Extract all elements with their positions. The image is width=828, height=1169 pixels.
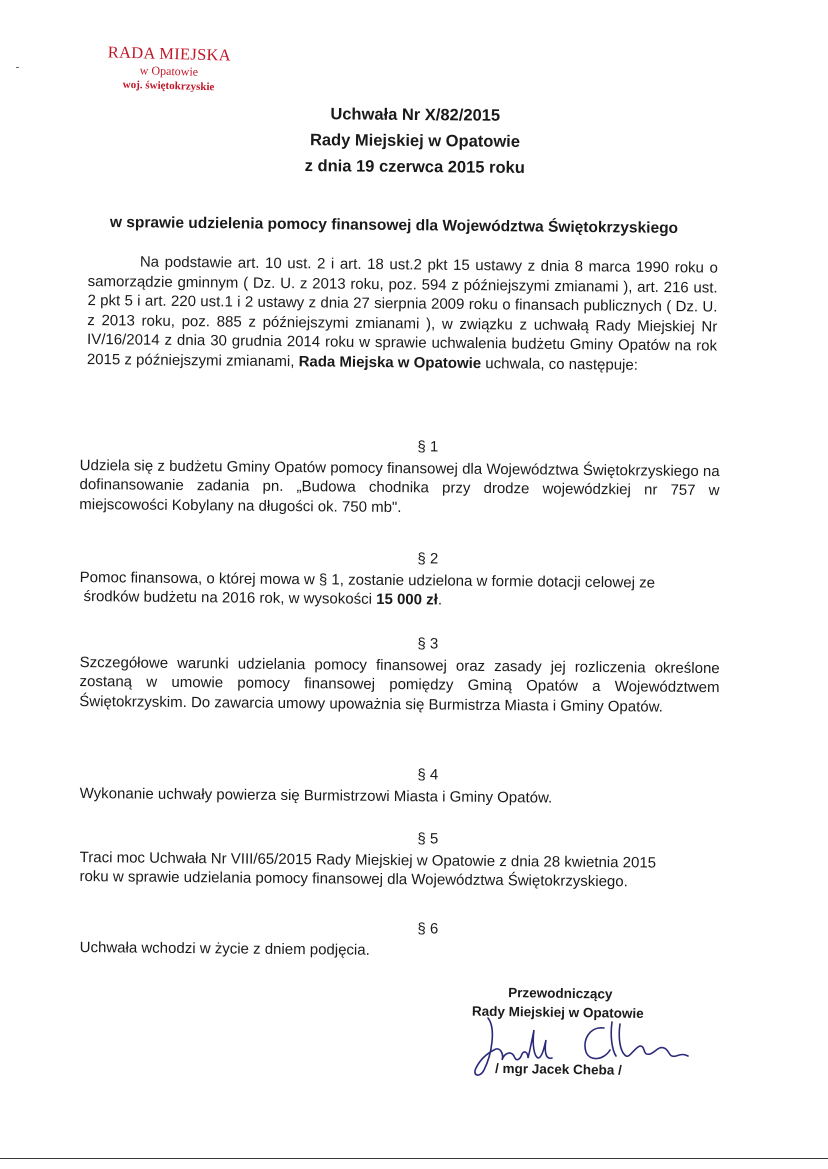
paragraph-text-line-1: Traci moc Uchwała Nr VIII/65/2015 Rady Miejskiej w Opatowie z dnia 28 kwietnia 2015 [79,848,657,872]
handwritten-signature [470,1010,690,1082]
paragraph-text-line-1: Pomoc finansowa, o której mowa w § 1, zostanie udzielona w formie dotacji celowej ze [79,568,656,592]
paragraph-end: . [437,591,443,609]
paragraph-6 [80,916,720,963]
preamble-bold: Rada Miejska w Opatowie [298,352,482,372]
paragraph-text-line-2: roku w sprawie udzielania pomocy finansowej dla Województwa Świętokrzyskiego. [79,867,628,891]
paragraph-3 [79,631,720,717]
page-edge [0,1158,828,1159]
paragraph-text: Udziela się z budżetu Gminy Opatów pomocy finansowej dla Województwa Świętokrzyskiego na dofinansowanie zadania pn. „Budowa chodnika przy drodze wojewódzkiej nr 757 w miejscowości Kobylany na długości ok. 750 mb". [79,456,720,516]
paragraph-text: Uchwała wchodzi w życie z dniem podjęcia. [79,938,370,959]
signatory-name: / mgr Jacek Cheba / [494,1060,622,1078]
title-line-1: Uchwała Nr X/82/2015 [330,105,501,125]
paragraph-text: Szczegółowe warunki udzielania pomocy finansowej oraz zasady jej rozliczenia określone zostaną w umowie pomocy finansowej pomiędzy Gminą Opatów a Województwem Świętokrzyskim. Do zawarcia umowy upoważnia się Burmistrza Miasta i Gminy Opatów. [79,653,720,716]
scan-mark [16,67,19,68]
preamble [87,252,718,376]
paragraph-number: § 3 [417,635,439,653]
signatory-role: Przewodniczący [508,985,613,1002]
resolution-subject: w sprawie udzielenia pomocy finansowej dla Województwa Świętokrzyskiego [109,214,679,237]
paragraph-2 [79,546,720,613]
stamp-line-3: woj. świętokrzyskie [122,78,215,94]
paragraph-text: Wykonanie uchwały powierza się Burmistrzowi Miasta i Gminy Opatów. [79,784,553,807]
paragraph-number: § 5 [417,830,439,848]
paragraph-4 [80,762,720,809]
stamp-line-1: RADA MIEJSKA [107,42,232,65]
paragraph-number: § 1 [417,438,439,456]
paragraph-text-line-2-main: środków budżetu na 2016 rok, w wysokości [83,588,373,608]
title-line-3: z dnia 19 czerwca 2015 roku [304,157,525,177]
council-stamp [93,42,244,96]
paragraph-number: § 2 [417,550,439,568]
paragraph-1 [79,434,720,520]
paragraph-5 [79,826,720,893]
stamp-line-2: w Opatowie [139,63,199,79]
paragraph-number: § 6 [417,920,439,938]
title-line-2: Rady Miejskiej w Opatowie [309,131,521,151]
signatory-body: Rady Miejskiej w Opatowie [471,1003,644,1022]
document-title [210,100,621,182]
paragraph-number: § 4 [417,766,439,784]
preamble-tail: uchwala, co następuje: [485,354,639,374]
preamble-block [87,252,718,376]
aid-amount: 15 000 zł [376,590,438,609]
preamble-text: Na podstawie art. 10 ust. 2 i art. 18 ust.2 pkt 15 ustawy z dnia 8 marca 1990 roku o samorządzie gminnym ( Dz. U. z 2013 roku, poz. 594 z późniejszymi zmianami ), art. 216 ust. 2 pkt 5 i art. 220 ust.1 i 2 ustawy z dnia 27 sierpnia 2009 roku o finansach publicznych ( Dz. U. z 2013 roku, poz. 885 z późniejszymi zmianami ), w związku z uchwałą Rady Miejskiej Nr IV/16/2014 z dnia 30 grudnia 2014 roku w sprawie uchwalenia budżetu Gminy Opatów na rok 2015 z późniejszymi zmianami, [86,253,718,370]
